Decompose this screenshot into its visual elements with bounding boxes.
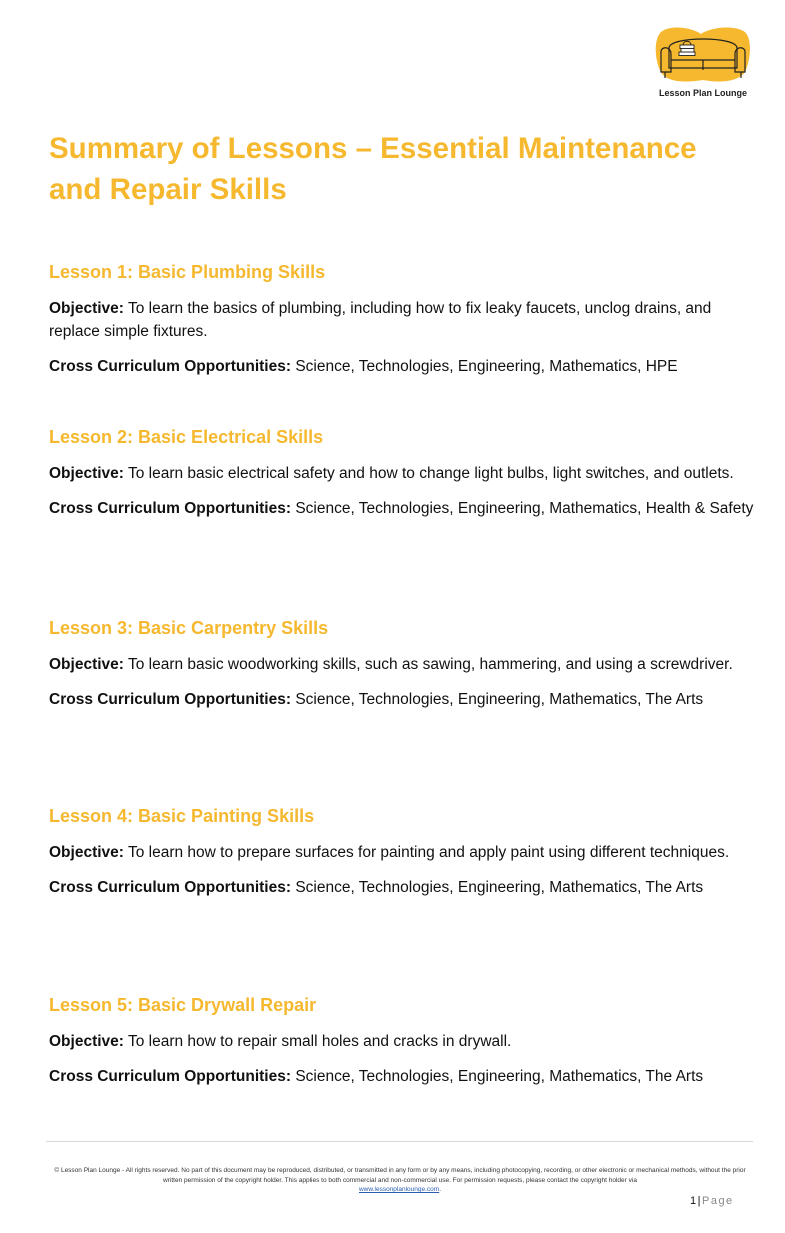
- page-number-value: 1: [690, 1195, 698, 1207]
- page-number-separator: |: [697, 1195, 702, 1207]
- lesson-heading: Lesson 3: Basic Carpentry Skills: [49, 618, 329, 638]
- lesson-cross-curriculum: [49, 876, 754, 899]
- objective-text: To learn basic electrical safety and how to change light bulbs, light switches, and outlets.: [127, 465, 734, 482]
- objective-label: Objective:: [49, 300, 124, 317]
- lesson-heading: Lesson 4: Basic Painting Skills: [49, 806, 315, 826]
- lesson-cross-curriculum: [49, 355, 754, 378]
- logo: [653, 26, 753, 104]
- armchair-logo-icon: [653, 26, 753, 88]
- objective-text: To learn basic woodworking skills, such as sawing, hammering, and using a screwdriver.: [127, 656, 733, 673]
- lesson-heading: Lesson 2: Basic Electrical Skills: [49, 427, 324, 447]
- lesson-section: [49, 804, 754, 911]
- lesson-section: [49, 425, 754, 532]
- copyright-text: © Lesson Plan Lounge - All rights reserved. No part of this document may be reproduced, distributed, or transmitted in any form or by any means, including photocopying, recording, or other electronic or mechanical methods, without the prior written permission of the copyright holder. This applies to both commercial and non-commercial use. For permission requests, please contact the copyright holder via: [54, 1167, 746, 1184]
- website-link[interactable]: www.lessonplanlounge.com: [358, 1186, 440, 1193]
- lesson-cross-curriculum: [49, 688, 754, 711]
- cross-curriculum-label: Cross Curriculum Opportunities:: [49, 1068, 291, 1085]
- objective-label: Objective:: [49, 656, 124, 673]
- link-suffix: .: [439, 1186, 442, 1193]
- lesson-objective: [49, 1030, 754, 1053]
- cross-curriculum-label: Cross Curriculum Opportunities:: [49, 691, 291, 708]
- logo-wordmark: Lesson Plan Lounge: [658, 88, 747, 98]
- lesson-objective: [49, 297, 754, 343]
- cross-curriculum-label: Cross Curriculum Opportunities:: [49, 879, 291, 896]
- cross-curriculum-text: Science, Technologies, Engineering, Mathematics, The Arts: [295, 691, 704, 708]
- objective-label: Objective:: [49, 844, 124, 861]
- lesson-objective: [49, 841, 754, 864]
- footer-divider: [46, 1141, 753, 1142]
- cross-curriculum-label: Cross Curriculum Opportunities:: [49, 500, 291, 517]
- page-number: [690, 1195, 734, 1207]
- cross-curriculum-label: Cross Curriculum Opportunities:: [49, 358, 291, 375]
- lesson-cross-curriculum: [49, 1065, 754, 1088]
- lesson-objective: [49, 462, 754, 485]
- objective-label: Objective:: [49, 1033, 124, 1050]
- lesson-section: [49, 616, 754, 723]
- copyright-notice: [50, 1166, 750, 1195]
- page-label: Page: [701, 1195, 734, 1207]
- lesson-section: [49, 260, 754, 390]
- objective-label: Objective:: [49, 465, 124, 482]
- lesson-heading: Lesson 5: Basic Drywall Repair: [49, 995, 317, 1015]
- lesson-objective: [49, 653, 754, 676]
- cross-curriculum-text: Science, Technologies, Engineering, Mathematics, Health & Safety: [295, 500, 754, 517]
- lesson-heading: Lesson 1: Basic Plumbing Skills: [49, 262, 326, 282]
- lesson-section: [49, 993, 754, 1100]
- cross-curriculum-text: Science, Technologies, Engineering, Mathematics, HPE: [295, 358, 678, 375]
- objective-text: To learn how to repair small holes and cracks in drywall.: [127, 1033, 512, 1050]
- cross-curriculum-text: Science, Technologies, Engineering, Mathematics, The Arts: [295, 1068, 704, 1085]
- objective-text: To learn the basics of plumbing, including how to fix leaky faucets, unclog drains, and replace simple fixtures.: [49, 300, 712, 340]
- cross-curriculum-text: Science, Technologies, Engineering, Mathematics, The Arts: [295, 879, 704, 896]
- objective-text: To learn how to prepare surfaces for painting and apply paint using different techniques.: [127, 844, 730, 861]
- page-title: Summary of Lessons – Essential Maintenance and Repair Skills: [49, 132, 697, 206]
- lesson-cross-curriculum: [49, 497, 754, 520]
